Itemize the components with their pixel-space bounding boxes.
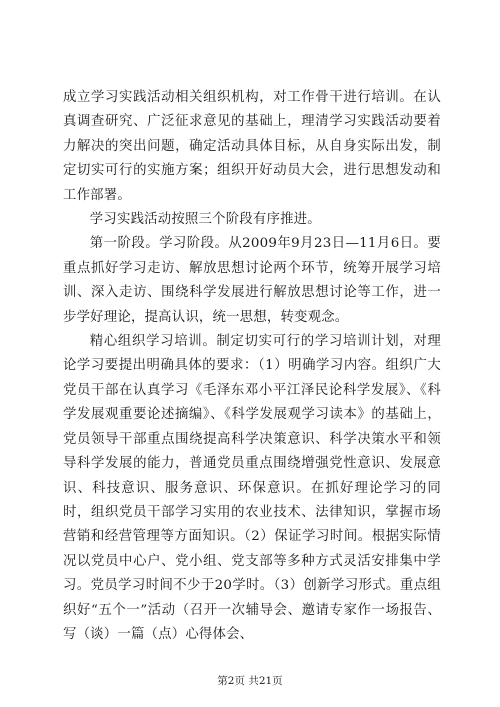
paragraph-3: 第一阶段。学习阶段。从2009年9月23日—11月6日。要重点抓好学习走访、解放思想讨论两个环节，统筹开展学习培训、深入走访、围绕科学发展进行解放思想讨论等工作，进一步学好理论，提高认识，统一思想，转变观念。 [63, 236, 441, 325]
paragraph-2: 学习实践活动按照三个阶段有序推进。 [89, 212, 321, 228]
paragraph-4: 精心组织学习培训。制定切实可行的学习培训计划，对理论学习要提出明确具体的要求：（1）明确学习内容。组织广大党员干部在认真学习《毛泽东邓小平江泽民论科学发展》、《科学发展观重要论述摘编》、《科学发展观学习读本》的基础上，党员领导干部重点围绕提高科学决策意识、科学决策水平和领导科学发展的能力，普通党员重点围绕增强党性意识、发展意识、科技意识、服务意识、环保意识。在抓好理论学习的同时，组织党员干部学习实用的农业技术、法律知识，掌握市场营销和经营管理等方面知识。（2）保证学习时间。根据实际情况以党员中心户、党小组、党支部等多种方式灵活安排集中学习。党员学习时间不少于20学时。（3）创新学习形式。重点组织好“五个一”活动（召开一次辅导会、邀请专家作一场报告、写（谈）一篇（点）心得体会、 [63, 334, 441, 642]
paragraph-1: 成立学习实践活动相关组织机构，对工作骨干进行培训。在认真调查研究、广泛征求意见的基础上，理清学习实践活动要着力解决的突出问题，确定活动具体目标，从自身实际出发，制定切实可行的实施方案；组织开好动员大会，进行思想发动和工作部署。 [63, 90, 441, 203]
document-body [63, 86, 441, 647]
page-number-footer: 第2页 共21页 [217, 675, 283, 687]
